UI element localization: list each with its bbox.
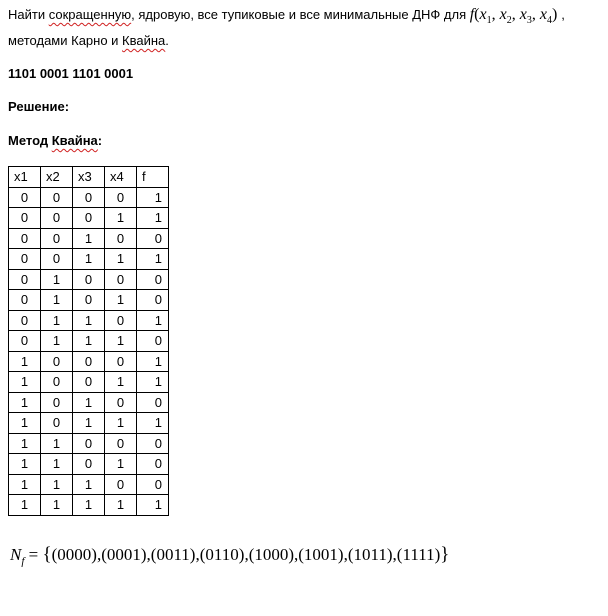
cell-x4: 0 [105, 392, 137, 413]
cell-x1: 0 [9, 290, 41, 311]
task-line2-suffix: . [165, 33, 169, 48]
cell-f: 1 [137, 187, 169, 208]
cell-x2: 1 [41, 331, 73, 352]
cell-f: 0 [137, 433, 169, 454]
formula-separator: , [96, 545, 102, 564]
task-line2-prefix: методами Карно и [8, 33, 123, 48]
table-row [9, 433, 169, 454]
cell-x4: 0 [105, 433, 137, 454]
cell-x4: 1 [105, 331, 137, 352]
table-row [9, 290, 169, 311]
formula-separator: , [244, 545, 249, 564]
solution-heading: Решение: [8, 99, 70, 114]
cell-x4: 1 [105, 495, 137, 516]
cell-x1: 1 [9, 474, 41, 495]
cell-x3: 1 [73, 249, 105, 270]
cell-f: 0 [137, 331, 169, 352]
table-row [9, 351, 169, 372]
minterm-set-formula [10, 544, 449, 567]
cell-x4: 1 [105, 208, 137, 229]
cell-x4: 1 [105, 290, 137, 311]
cell-x2: 0 [41, 187, 73, 208]
cell-x2: 0 [41, 249, 73, 270]
cell-f: 1 [137, 249, 169, 270]
cell-x3: 0 [73, 269, 105, 290]
table-row [9, 392, 169, 413]
cell-x2: 0 [41, 413, 73, 434]
table-row [9, 269, 169, 290]
formula-separator: , [294, 545, 299, 564]
method-heading [8, 133, 102, 148]
task-text-start: Найти [8, 7, 49, 22]
header-x4: x4 [105, 167, 137, 188]
cell-f: 1 [137, 413, 169, 434]
cell-x3: 0 [73, 454, 105, 475]
cell-x4: 1 [105, 454, 137, 475]
cell-x3: 0 [73, 290, 105, 311]
cell-x2: 1 [41, 454, 73, 475]
task-line2-squiggle: Квайна [122, 33, 166, 48]
cell-x1: 0 [9, 331, 41, 352]
formula-set-item: (0011) [150, 545, 196, 564]
arg-1: $x_1$ [479, 6, 492, 27]
formula-sets [52, 545, 441, 564]
cell-x2: 0 [41, 392, 73, 413]
cell-x2: 1 [41, 269, 73, 290]
table-row [9, 228, 169, 249]
formula-set-item: (0110) [199, 545, 245, 564]
cell-f: 1 [137, 495, 169, 516]
cell-f: 1 [137, 310, 169, 331]
table-row [9, 454, 169, 475]
cell-x1: 1 [9, 372, 41, 393]
method-squiggle: Квайна [51, 133, 98, 148]
cell-f: 0 [137, 392, 169, 413]
cell-x3: 0 [73, 351, 105, 372]
cell-f: 1 [137, 208, 169, 229]
formula-set-item: (0001) [101, 545, 147, 564]
arg-2: $x_2$ [499, 6, 512, 27]
formula-separator: , [392, 545, 397, 564]
cell-x4: 1 [105, 372, 137, 393]
cell-x1: 0 [9, 187, 41, 208]
cell-x1: 0 [9, 208, 41, 229]
header-x2: x2 [41, 167, 73, 188]
arg-3: $x_3$ [519, 6, 532, 27]
table-row [9, 310, 169, 331]
function-expression: $f(x_1$, $x_2$, $x_3$, $x_4$) [469, 6, 558, 27]
cell-x1: 1 [9, 413, 41, 434]
arg-4: $x_4$ [539, 6, 552, 27]
cell-x3: 1 [73, 310, 105, 331]
cell-x1: 1 [9, 454, 41, 475]
table-row [9, 474, 169, 495]
cell-x1: 1 [9, 351, 41, 372]
formula-set-item: (1011) [347, 545, 393, 564]
cell-x2: 0 [41, 351, 73, 372]
truth-table-body [9, 187, 169, 515]
table-row [9, 331, 169, 352]
truth-table-header-row [9, 167, 169, 188]
cell-x4: 0 [105, 351, 137, 372]
cell-x2: 1 [41, 290, 73, 311]
cell-x4: 1 [105, 413, 137, 434]
task-text-end: , ядровую, все тупиковые и все минимальные ДНФ для [131, 7, 470, 22]
cell-x2: 0 [41, 228, 73, 249]
method-suffix: : [97, 133, 103, 148]
formula-separator: , [146, 545, 151, 564]
cell-f: 0 [137, 454, 169, 475]
formula-set-item: (1000) [248, 545, 295, 564]
table-row [9, 249, 169, 270]
cell-x3: 0 [73, 208, 105, 229]
formula-set-item: (0000) [51, 545, 97, 564]
formula-subscript: f [21, 555, 25, 568]
cell-x3: 0 [73, 433, 105, 454]
cell-f: 1 [137, 372, 169, 393]
header-x3: x3 [73, 167, 105, 188]
cell-x2: 0 [41, 372, 73, 393]
cell-x2: 1 [41, 310, 73, 331]
table-row [9, 372, 169, 393]
formula-set-item: (1001) [298, 545, 344, 564]
cell-f: 0 [137, 269, 169, 290]
cell-x2: 1 [41, 495, 73, 516]
cell-x3: 1 [73, 495, 105, 516]
task-statement-line-2 [8, 33, 169, 48]
cell-x3: 0 [73, 372, 105, 393]
function-name: f [469, 6, 475, 23]
formula-set-item: (1111) [396, 545, 441, 564]
cell-x1: 0 [9, 228, 41, 249]
cell-x4: 0 [105, 187, 137, 208]
cell-f: 0 [137, 290, 169, 311]
cell-x2: 1 [41, 433, 73, 454]
cell-f: 0 [137, 228, 169, 249]
cell-x1: 1 [9, 495, 41, 516]
cell-x2: 1 [41, 474, 73, 495]
cell-x4: 0 [105, 310, 137, 331]
cell-x3: 1 [73, 474, 105, 495]
cell-x2: 0 [41, 208, 73, 229]
cell-x1: 0 [9, 310, 41, 331]
cell-x3: 1 [73, 413, 105, 434]
task-statement-line-1 [8, 6, 565, 26]
cell-f: 1 [137, 351, 169, 372]
method-prefix: Метод [8, 133, 52, 148]
cell-x3: 1 [73, 331, 105, 352]
header-x1: x1 [9, 167, 41, 188]
table-row [9, 208, 169, 229]
header-f: f [137, 167, 169, 188]
cell-x1: 0 [9, 249, 41, 270]
table-row [9, 413, 169, 434]
cell-x4: 1 [105, 249, 137, 270]
formula-separator: , [343, 545, 348, 564]
formula-open-brace: { [42, 544, 52, 565]
table-row [9, 495, 169, 516]
cell-x4: 0 [105, 474, 137, 495]
cell-x4: 0 [105, 269, 137, 290]
cell-x4: 0 [105, 228, 137, 249]
task-text-squiggle: сокращенную [48, 7, 132, 22]
cell-x3: 1 [73, 228, 105, 249]
formula-separator: , [195, 545, 200, 564]
formula-close-brace: } [440, 544, 450, 565]
formula-equals: = [24, 545, 43, 564]
function-vector: 1101 0001 1101 0001 [8, 66, 134, 81]
cell-x1: 1 [9, 392, 41, 413]
task-trailing-comma: , [561, 7, 565, 22]
truth-table [8, 166, 169, 516]
table-row [9, 187, 169, 208]
cell-x3: 1 [73, 392, 105, 413]
cell-x1: 1 [9, 433, 41, 454]
formula-symbol: N [10, 545, 22, 564]
cell-f: 0 [137, 474, 169, 495]
cell-x3: 0 [73, 187, 105, 208]
cell-x1: 0 [9, 269, 41, 290]
